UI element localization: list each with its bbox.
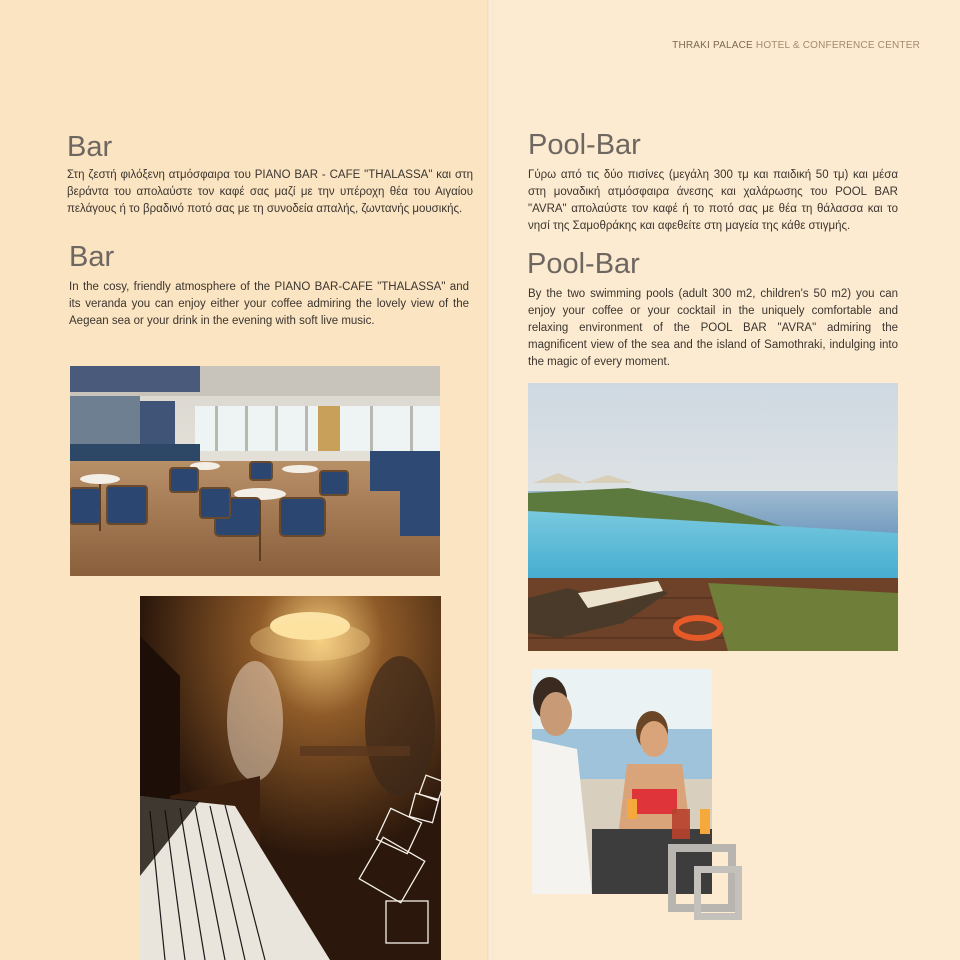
running-header — [672, 40, 920, 51]
page-spine — [487, 0, 493, 960]
poolbar-text-english: By the two swimming pools (adult 300 m2, children's 50 m2) you can enjoy your coffee or your cocktail in the uniquely comfortable and relaxing environment of the POOL BAR "AVRA" admiring the magnificent view of the sea and the island of Samothraki, indulging into the magic of every moment. — [528, 288, 898, 368]
piano-bar-photo — [140, 596, 441, 960]
bar-title-greek: Bar — [67, 131, 113, 163]
infinity-pool-photo — [528, 383, 898, 651]
header-subtitle: HOTEL & CONFERENCE CENTER — [755, 40, 920, 51]
decor-square-gray-2 — [694, 866, 742, 920]
bar-title-english: Bar — [69, 241, 115, 273]
header-brand: THRAKI PALACE — [672, 40, 753, 51]
bar-text-greek: Στη ζεστή φιλόξενη ατμόσφαιρα του PIANO BAR - CAFE "THALASSA" και στη βεράντα του απολαύστε τον καφέ σας μαζί με την υπέροχη θέα του Αιγαίου πελάγους ή το βραδινό ποτό σας με τη συνοδεία απαλής, ζωντανής μουσικής. — [67, 169, 473, 215]
bar-text-english: In the cosy, friendly atmosphere of the PIANO BAR-CAFE "THALASSA" and its veranda you can enjoy either your coffee admiring the lovely view of the Aegean sea or your drink in the evening with soft live music. — [69, 281, 469, 327]
poolbar-title-greek: Pool-Bar — [528, 129, 641, 161]
bar-interior-photo — [70, 366, 440, 576]
poolbar-title-english: Pool-Bar — [527, 248, 640, 280]
poolbar-text-greek: Γύρω από τις δύο πισίνες (μεγάλη 300 τμ και παιδική 50 τμ) και μέσα στη μοναδική ατμόσφαιρα άνεσης και χαλάρωσης του POOL BAR "AVRA" απολαύστε τον καφέ ή το ποτό σας με θέα τη θάλασσα και το νησί της Σαμοθράκης και αφεθείτε στη μαγεία της κάθε στιγμής. — [528, 169, 898, 232]
